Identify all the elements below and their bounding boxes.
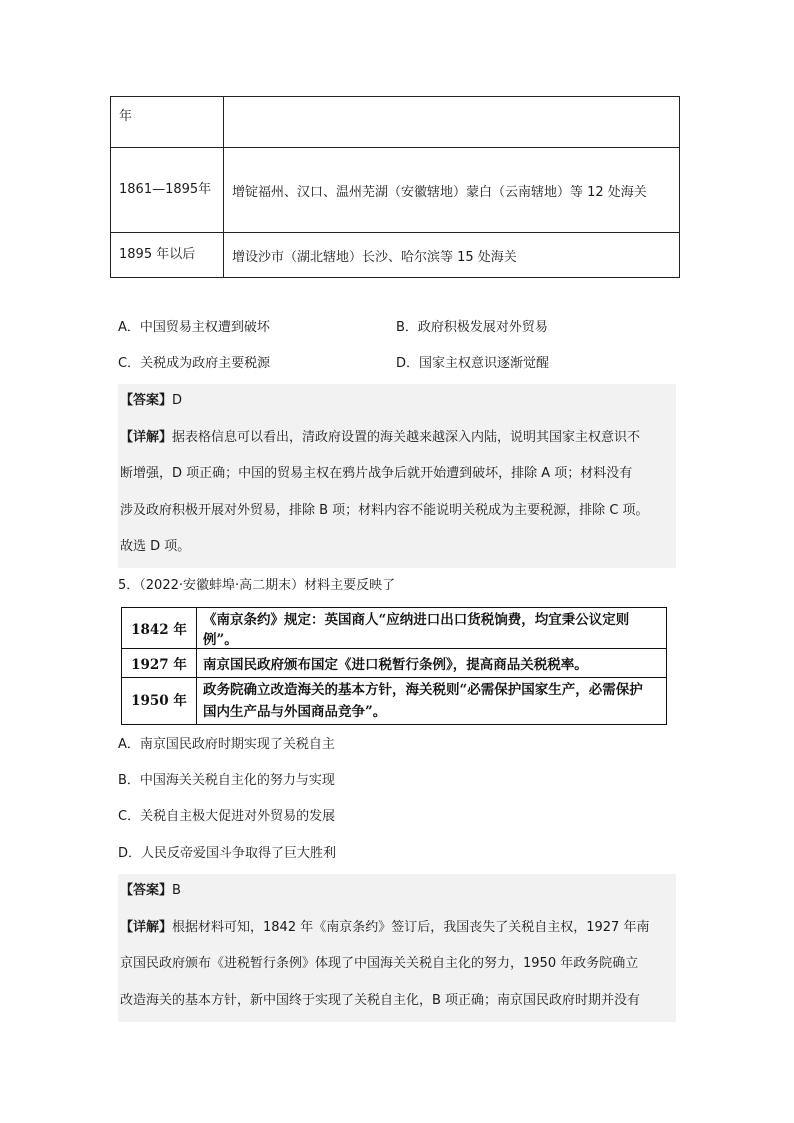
detail-line: 京国民政府颁布《进税暂行条例》体现了中国海关关税自主化的努力，1950 年政务院确立 [120,956,639,971]
table-row [111,233,680,278]
content-cell [224,97,680,148]
detail-line: 改造海关的基本方针，新中国终于实现了关税自主化，B 项正确；南京国民政府时期并没有 [120,993,641,1008]
answer-value: D [172,393,183,408]
q5-answer-box [118,874,676,1022]
q4-answer-box [118,384,676,568]
year-cell: 1861—1895年 [111,148,224,233]
text-cell: 政务院确立改造海关的基本方针，海关税则“必需保护国家生产，必需保护 国内生产品与外国商品竞争”。 [197,678,667,725]
q5-option-c: C．关税自主极大促进对外贸易的发展 [118,809,336,824]
q5-option-d: D．人民反帝爱国斗争取得了巨大胜利 [118,846,337,861]
detail-line: 断增强，D 项正确；中国的贸易主权在鸦片战争后就开始遭到破坏，排除 A 项；材料没有 [120,466,633,481]
q4-option-c: C．关税成为政府主要税源 [118,356,271,371]
answer-line [120,389,182,408]
year-cell: 1895 年以后 [111,233,224,278]
material-table [121,607,667,725]
q5-option-a: A．南京国民政府时期实现了关税自主 [118,737,335,752]
table-row [122,678,667,725]
answer-label: 【答案】 [120,883,173,898]
content-cell: 增设沙市（湖北辖地）长沙、哈尔滨等 15 处海关 [224,233,680,278]
q5-option-b: B．中国海关关税自主化的努力与实现 [118,773,335,788]
detail-line: 【详解】据表格信息可以看出，清政府设置的海关越来越深入内陆，说明其国家主权意识不 [120,430,641,445]
q4-option-b: B．政府积极发展对外贸易 [396,320,548,335]
detail-line: 【详解】根据材料可知，1842 年《南京条约》签订后，我国丧失了关税自主权，1927 年南 [120,920,650,935]
year-cell: 1950 年 [122,678,197,725]
table-row [111,148,680,233]
table-row [111,97,680,148]
detail-label: 【详解】 [120,920,173,935]
q4-option-a: A．中国贸易主权遭到破坏 [118,320,270,335]
answer-value: B [172,883,181,898]
detail-label: 【详解】 [120,430,173,445]
year-cell: 1927 年 [122,649,197,678]
q5-stem: 5．（2022·安徽蚌埠·高二期末）材料主要反映了 [118,578,396,593]
content-cell: 增锭福州、汉口、温州芜湖（安徽辖地）蒙白（云南辖地）等 12 处海关 [224,148,680,233]
customs-table [110,96,680,278]
text-cell: 南京国民政府颁布国定《进口税暂行条例》，提高商品关税税率。 [197,649,667,678]
detail-line: 涉及政府积极开展对外贸易，排除 B 项；材料内容不能说明关税成为主要税源，排除 C 项。 [120,503,649,518]
answer-label: 【答案】 [120,393,173,408]
year-cell: 1842 年 [122,608,197,649]
q4-option-d: D．国家主权意识逐渐觉醒 [396,356,550,371]
table-row [122,649,667,678]
text-cell: 《南京条约》规定：英国商人“应纳进口出口货税饷费，均宜秉公议定则例”。 [197,608,667,649]
table-row [122,608,667,649]
answer-line [120,879,181,898]
detail-line: 故选 D 项。 [120,539,191,554]
year-cell: 年 [111,97,224,148]
